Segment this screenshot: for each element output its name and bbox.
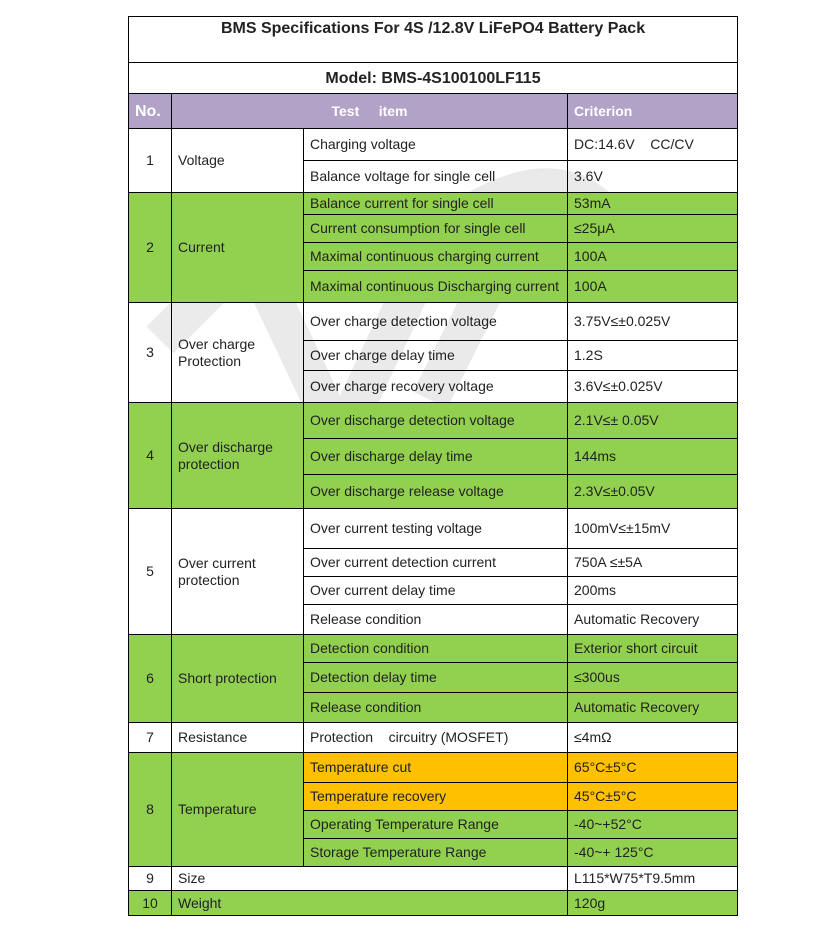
criterion-value: -40~+52°C [568, 811, 738, 839]
table-row [129, 129, 738, 161]
test-item: Temperature recovery [304, 783, 568, 811]
table-row [129, 635, 738, 663]
row-category: Weight [172, 891, 568, 916]
test-item: Temperature cut [304, 753, 568, 783]
spec-table [128, 16, 738, 916]
test-item: Over current testing voltage [304, 509, 568, 549]
row-number: 2 [129, 193, 172, 303]
table-row [129, 303, 738, 341]
table-header [129, 94, 738, 129]
test-item: Over discharge delay time [304, 439, 568, 475]
test-item: Detection delay time [304, 663, 568, 693]
criterion-value: 53mA [568, 193, 738, 215]
row-category: Over discharge protection [172, 403, 304, 509]
row-number: 8 [129, 753, 172, 867]
criterion-value: 144ms [568, 439, 738, 475]
row-category: Size [172, 867, 568, 891]
model-number: Model: BMS-4S100100LF115 [129, 63, 738, 94]
row-category: Current [172, 193, 304, 303]
criterion-value: 65°C±5°C [568, 753, 738, 783]
test-item: Detection condition [304, 635, 568, 663]
test-item: Over current delay time [304, 577, 568, 605]
criterion-value: ≤25μA [568, 215, 738, 243]
criterion-value: 100A [568, 243, 738, 271]
table-row [129, 509, 738, 549]
row-category: Temperature [172, 753, 304, 867]
criterion-value: 2.3V≤±0.05V [568, 475, 738, 509]
test-item: Balance voltage for single cell [304, 161, 568, 193]
test-item: Over discharge detection voltage [304, 403, 568, 439]
test-item: Maximal continuous charging current [304, 243, 568, 271]
table-row [129, 753, 738, 783]
criterion-value: 750A ≤±5A [568, 549, 738, 577]
row-criterion: 120g [568, 891, 738, 916]
header-criterion: Criterion [568, 94, 738, 129]
test-item: Current consumption for single cell [304, 215, 568, 243]
row-number: 1 [129, 129, 172, 193]
criterion-value: -40~+ 125°C [568, 839, 738, 867]
criterion-value: 200ms [568, 577, 738, 605]
test-item: Over charge detection voltage [304, 303, 568, 341]
document-title: BMS Specifications For 4S /12.8V LiFePO4 Battery Pack [129, 17, 738, 63]
row-number: 10 [129, 891, 172, 916]
row-criterion: L115*W75*T9.5mm [568, 867, 738, 891]
test-item: Release condition [304, 605, 568, 635]
row-category: Short protection [172, 635, 304, 723]
row-number: 5 [129, 509, 172, 635]
test-item: Charging voltage [304, 129, 568, 161]
criterion-value: 3.75V≤±0.025V [568, 303, 738, 341]
criterion-value: 100mV≤±15mV [568, 509, 738, 549]
test-item: Storage Temperature Range [304, 839, 568, 867]
header-test-item: Test item [172, 94, 568, 129]
table-row [129, 891, 738, 916]
table-row [129, 867, 738, 891]
criterion-value: Automatic Recovery [568, 605, 738, 635]
header-no: No. [129, 94, 172, 129]
row-number: 3 [129, 303, 172, 403]
row-category: Voltage [172, 129, 304, 193]
test-item: Over charge delay time [304, 341, 568, 371]
criterion-value: 1.2S [568, 341, 738, 371]
row-number: 9 [129, 867, 172, 891]
table-row [129, 193, 738, 215]
row-number: 6 [129, 635, 172, 723]
criterion-value: 45°C±5°C [568, 783, 738, 811]
test-item: Over current detection current [304, 549, 568, 577]
criterion-value: Exterior short circuit [568, 635, 738, 663]
criterion-value: ≤4mΩ [568, 723, 738, 753]
row-category: Resistance [172, 723, 304, 753]
test-item: Release condition [304, 693, 568, 723]
criterion-value: ≤300us [568, 663, 738, 693]
criterion-value: 3.6V≤±0.025V [568, 371, 738, 403]
criterion-value: 2.1V≤± 0.05V [568, 403, 738, 439]
row-number: 7 [129, 723, 172, 753]
test-item: Protection circuitry (MOSFET) [304, 723, 568, 753]
test-item: Over discharge release voltage [304, 475, 568, 509]
table-row [129, 403, 738, 439]
test-item: Over charge recovery voltage [304, 371, 568, 403]
row-number: 4 [129, 403, 172, 509]
criterion-value: 100A [568, 271, 738, 303]
row-category: Over current protection [172, 509, 304, 635]
test-item: Balance current for single cell [304, 193, 568, 215]
table-row [129, 723, 738, 753]
row-category: Over charge Protection [172, 303, 304, 403]
criterion-value: 3.6V [568, 161, 738, 193]
criterion-value: Automatic Recovery [568, 693, 738, 723]
criterion-value: DC:14.6V CC/CV [568, 129, 738, 161]
test-item: Operating Temperature Range [304, 811, 568, 839]
test-item: Maximal continuous Discharging current [304, 271, 568, 303]
